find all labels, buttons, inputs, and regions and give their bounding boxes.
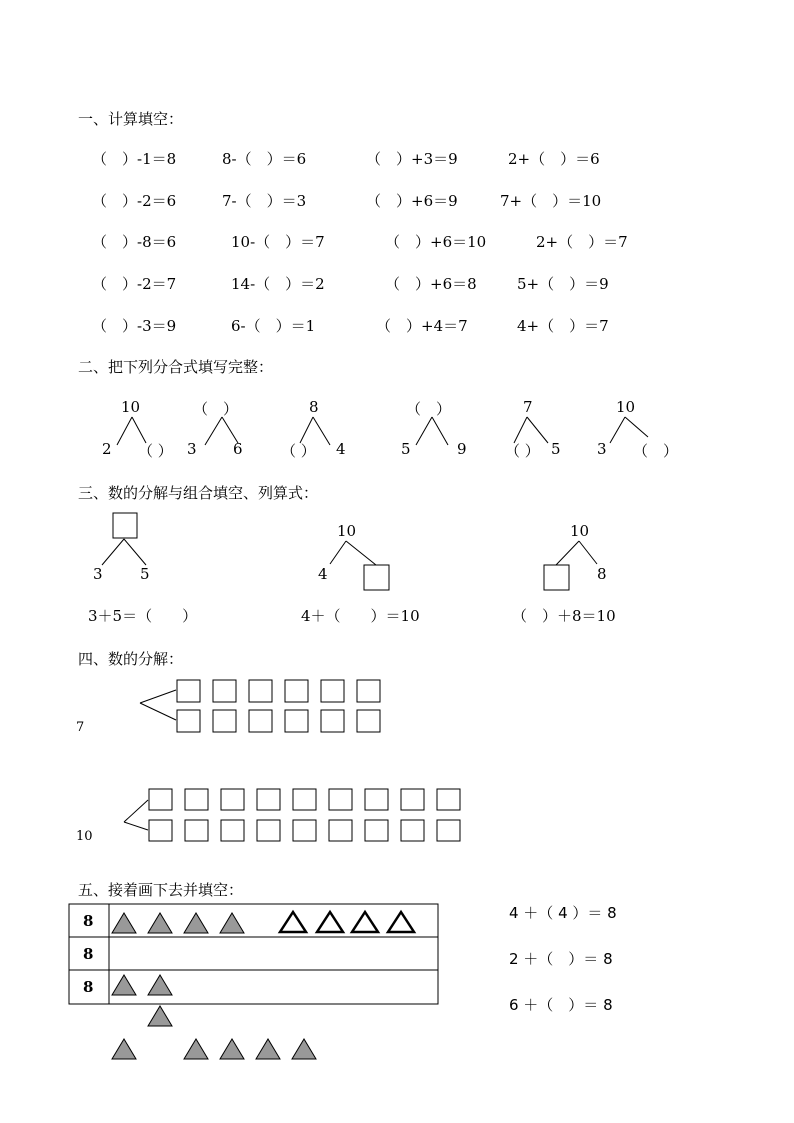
tree-right: （ ） <box>633 442 679 460</box>
equation: （ ）＋8＝10 <box>512 607 616 625</box>
tree-right: 4 <box>336 440 346 458</box>
tree-left: （ ） <box>281 442 316 460</box>
equation: 8-（ ）＝6 <box>222 150 307 168</box>
equation: 7-（ ）＝3 <box>222 192 307 210</box>
tree-left: 2 <box>102 440 112 458</box>
equation: 4+（ ）＝7 <box>517 317 609 335</box>
tree-left: 5 <box>401 440 411 458</box>
equation: （ ）+3＝9 <box>366 150 458 168</box>
table-row-number: 8 <box>83 912 94 930</box>
tree-left: 3 <box>187 440 197 458</box>
tree-left: 3 <box>93 565 103 583</box>
table-row-number: 8 <box>83 978 94 996</box>
tree-top: 10 <box>570 522 590 540</box>
tree-right: 9 <box>457 440 467 458</box>
section3-heading: 三、数的分解与组合填空、列算式： <box>78 484 319 502</box>
equation: （ ）-3＝9 <box>92 317 177 335</box>
equation: 2 ＋（ ）＝ 8 <box>509 950 613 968</box>
equation: 6-（ ）＝1 <box>231 317 316 335</box>
equation: 5+（ ）＝9 <box>517 275 609 293</box>
decompose-number: 7 <box>76 720 85 735</box>
tree-left: 3 <box>597 440 607 458</box>
tree-left: （ ） <box>505 442 540 460</box>
equation: （ ）+6＝8 <box>385 275 477 293</box>
section2-heading: 二、把下列分合式填写完整： <box>78 358 274 376</box>
equation: （ ）-1＝8 <box>92 150 177 168</box>
tree-top: （ ） <box>193 400 239 418</box>
tree-right: 5 <box>140 565 150 583</box>
tree-right: 5 <box>551 440 561 458</box>
section1-heading: 一、计算填空： <box>78 110 184 128</box>
table-row-number: 8 <box>83 945 94 963</box>
tree-left: 4 <box>318 565 328 583</box>
tree-top: 10 <box>337 522 357 540</box>
equation: （ ）+4＝7 <box>376 317 468 335</box>
tree-top: （ ） <box>406 400 452 418</box>
equation: （ ）-8＝6 <box>92 233 177 251</box>
section4-heading: 四、数的分解： <box>78 650 184 668</box>
tree-right: 6 <box>233 440 243 458</box>
section5-heading: 五、接着画下去并填空： <box>78 881 244 899</box>
tree-top: 10 <box>121 398 141 416</box>
equation: 4 ＋（ 4 ）＝ 8 <box>509 904 617 922</box>
equation: （ ）-2＝6 <box>92 192 177 210</box>
tree-top: 7 <box>523 398 533 416</box>
equation: 6 ＋（ ）＝ 8 <box>509 996 613 1014</box>
equation: （ ）-2＝7 <box>92 275 177 293</box>
tree-right: 8 <box>597 565 607 583</box>
equation: 2+（ ）＝7 <box>536 233 628 251</box>
equation: 10-（ ）＝7 <box>231 233 325 251</box>
equation: （ ）+6＝10 <box>385 233 487 251</box>
equation: 2+（ ）＝6 <box>508 150 600 168</box>
tree-right: （ ） <box>138 442 173 460</box>
tree-top: 10 <box>616 398 636 416</box>
equation: 4＋（ ）＝10 <box>301 607 420 625</box>
equation: 14-（ ）＝2 <box>231 275 325 293</box>
equation: 7+（ ）＝10 <box>500 192 602 210</box>
tree-top: 8 <box>309 398 319 416</box>
equation: 3＋5＝（ ） <box>88 607 198 625</box>
equation: （ ）+6＝9 <box>366 192 458 210</box>
decompose-number: 10 <box>76 829 93 844</box>
